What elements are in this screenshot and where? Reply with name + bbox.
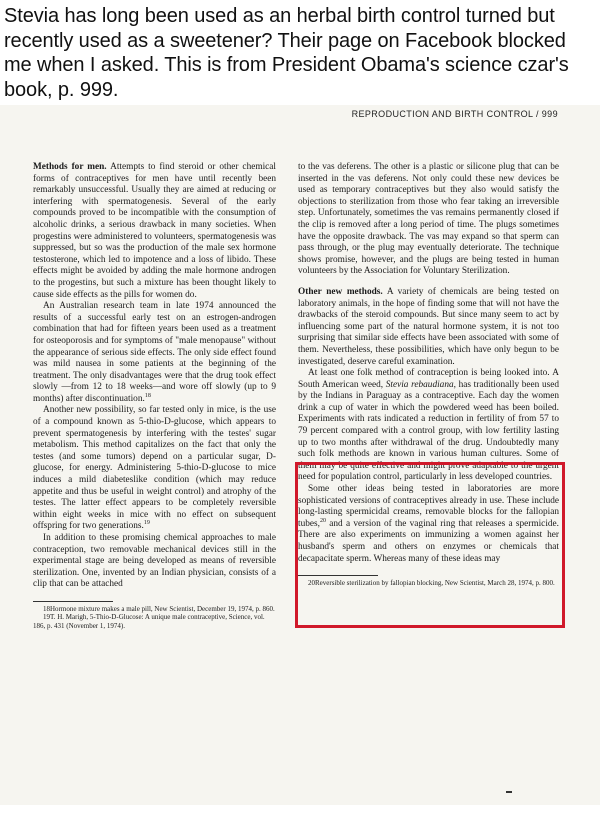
left-column xyxy=(33,162,276,747)
paragraph-other-new-methods xyxy=(298,287,559,368)
paragraph-vas-deferens xyxy=(298,162,559,278)
paragraph-mechanical-devices xyxy=(33,533,276,591)
footnote-rule xyxy=(33,601,113,602)
paragraph-text: and a version of the vaginal ring that releases a spermicide. There are also experiments on immunizing a women against her husband's sperm and others on enzymes or chemicals that decapacitate sperm. Whereas many of these ideas may xyxy=(298,518,559,564)
paragraph-australian-research xyxy=(33,301,276,405)
paragraph-text: At least one folk method of contraception is being looked into. A South American weed, xyxy=(298,368,559,390)
paragraph-text: A variety of chemicals are being tested on laboratory animals, in the hope of finding some that will not have the drawbacks of the steroid compounds. But since many seem to act by influencing some part of the natural hormone system, it is not too surprising that similar side effects have been associated with some of them. Nevertheless, these possibilities, which have only begun to be investigated, deserve careful examination. xyxy=(298,286,559,367)
footnote-19: 19T. H. Marigh, 5-Thio-D-Glucose: A unique male contraceptive, Science, vol. 186, p. 431 (November 1, 1974). xyxy=(33,613,265,630)
bottom-margin xyxy=(0,805,600,820)
paragraph-text: An Australian research team in late 1974 announced the results of a successful early test on an estrogen-androgen combination that had for fifteen years been used as a treatment for osteoporosis and for symptoms of "male menopause" without the appearance of serious side effects. The only side effect found was mild nausea in some patients at the beginning of the treatment. The only disadvantages were that the drug took effect slowly —from 12 to 18 weeks—and wore off slowly (up to 9 months) after discontinuation. xyxy=(33,301,276,404)
paragraph-text: to the vas deferens. The other is a plastic or silicone plug that can be inserted in the vas deferens. Not only could these new devices be used as temporary contraceptives but they also would satisfy the objections to sterilization from those who fear taking an irreversible step. Unfortunately, sometimes the vas remains permanently closed if the clip is removed after a long period of time. The plugs sometimes have the opposite drawback. The vas may expand so that sperm can pass through, or the plug may eventually deteriorate. The technique shows promise, however, and the plugs are being tested in human volunteers by the Association for Voluntary Sterilization. xyxy=(298,162,559,277)
paragraph-methods-for-men xyxy=(33,162,276,301)
footnote-20: 20Reversible sterilization by fallopian blocking, New Scientist, March 28, 1974, p. 800. xyxy=(308,579,555,588)
footnote-rule xyxy=(298,575,378,576)
species-name: Stevia rebaudiana, xyxy=(385,379,456,390)
paragraph-text: Some other ideas being tested in laboratories are more sophisticated versions of contraceptives already in use. These include long-lasting spermicidal creams, removable blocks for the fallopian tubes, xyxy=(298,484,559,529)
section-heading-methods-for-men: Methods for men. xyxy=(33,162,107,172)
paragraph-text: In addition to these promising chemical approaches to male contraception, two removable mechanical devices still in the experimental stage are being developed as means of reversible sterilization. One, invented by an Indian physician, consists of a clip that can be attached xyxy=(33,533,276,590)
book-page-scan xyxy=(0,105,600,805)
paragraph-text: Another new possibility, so far tested only in mice, is the use of a compound known as 5-thio-D-glucose, which appears to prevent spermatogenesis by interfering with the testes' sugar metabolism. This method capitalizes on the fact that only the testes (and some tumors) depend on a particular sugar, D-glucose, for energy. Administering 5-thio-D-glucose to mice induces a mild diabeteslike condition (which may reduce appetite and thus be useful in weight control) and atrophy of the testes. The latter effect appears to be completely reversible within eight weeks in mice with no effect on subsequent offspring for two generations. xyxy=(33,405,276,532)
paragraph-text: has traditionally been used by the Indians in Paraguay as a contraceptive. Each day the women drink a cup of water in which the powdered weed has been boiled. Experiments with rats indicated a reduction in fertility of from 57 to 79 percent compared with a control group, with low fertility lasting up to two months after withdrawal of the drug. Undoubtedly many such folk methods are known in various human cultures. Some of them may be quite effective and might prove adaptable to the urgent need for population control, particularly in less developed countries. xyxy=(298,379,559,483)
running-head: REPRODUCTION AND BIRTH CONTROL / 999 xyxy=(351,109,558,119)
section-heading-other-new-methods: Other new methods. xyxy=(298,286,383,297)
paragraph-sophisticated-versions xyxy=(298,484,559,565)
paragraph-thio-glucose xyxy=(33,405,276,533)
right-column xyxy=(298,162,559,747)
post-caption: Stevia has long been used as an herbal birth control turned but recently used as a sweetener? Their page on Facebook blocked me when I asked. This is from President Obama's science czar's book, p. 999. xyxy=(4,5,569,101)
footnote-marker: 20 xyxy=(319,517,326,524)
footnote-marker: 18 xyxy=(144,392,151,399)
footnote-marker: 19 xyxy=(143,520,150,527)
post-caption-area xyxy=(0,0,600,105)
page-mark xyxy=(506,791,512,793)
footnote-18: 18Hormone mixture makes a male pill, New Scientist, December 19, 1974, p. 860. xyxy=(43,604,275,613)
paragraph-text: Attempts to find steroid or other chemical forms of contraceptives for men have until recently been remarkably unsuccessful. Usually they are aimed at reducing or interfering with spermatogenesis. Several of the early compounds proved to be incompatible with the consumption of alcoholic drinks, a serious drawback in many societies. When progestins were administered to volunteers, spermatogenesis was suppressed, but so was the production of the male sex hormone testosterone, which led to impotence and a loss of libido. These effects might be avoided by adding the male hormone androgen to the progestins, but such a mixture has been thought likely to cause side effects as the pills for women do. xyxy=(33,162,276,300)
paragraph-stevia-folk-method xyxy=(298,368,559,484)
